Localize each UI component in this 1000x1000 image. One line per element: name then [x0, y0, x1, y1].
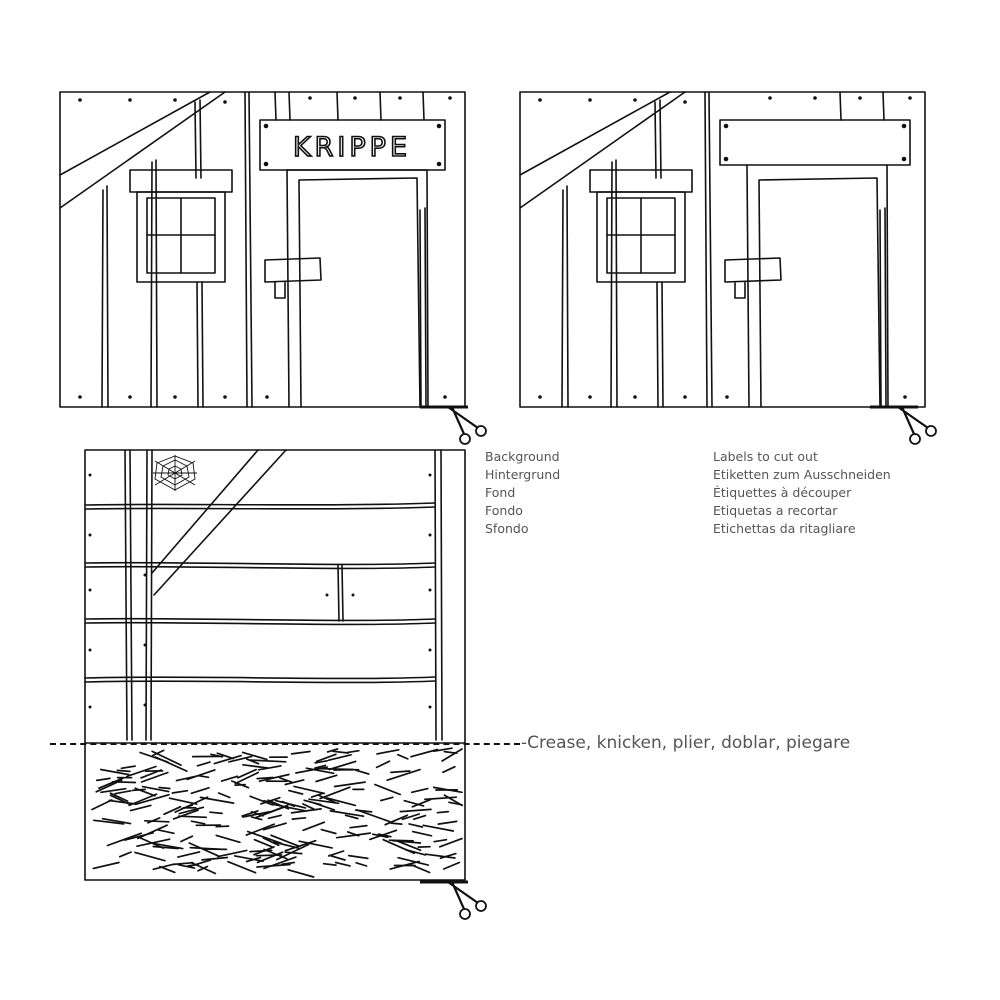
hay-stroke — [222, 776, 238, 781]
hay-stroke — [411, 750, 438, 757]
hay-stroke — [178, 852, 200, 857]
hay-stroke — [350, 826, 367, 828]
labels-caption — [713, 448, 891, 538]
hay-stroke — [191, 788, 209, 794]
hay-stroke — [398, 858, 428, 865]
hay-stroke — [276, 801, 306, 808]
window-header — [130, 170, 232, 192]
hay-stroke — [320, 769, 354, 770]
hay-stroke — [190, 848, 221, 850]
hay-stroke — [412, 789, 428, 793]
hay-stroke — [288, 870, 313, 877]
hay-stroke — [228, 862, 256, 873]
hay-stroke — [192, 821, 205, 824]
hay-stroke — [377, 750, 399, 754]
caption-line: Background — [485, 449, 560, 464]
hay-stroke — [179, 816, 207, 817]
hay-stroke — [330, 855, 345, 860]
hay-stroke — [400, 809, 431, 811]
hay-stroke — [238, 770, 256, 778]
hay-stroke — [292, 752, 310, 754]
hay-stroke — [159, 788, 170, 789]
hay-stroke — [246, 824, 274, 835]
hay-stroke — [160, 867, 175, 873]
hay-stroke — [145, 821, 169, 822]
hay-stroke — [381, 797, 393, 800]
hay-stroke — [97, 778, 110, 780]
hay-stroke — [251, 760, 286, 762]
caption-line: Fondo — [485, 503, 523, 518]
crease-label: -Crease, knicken, plier, doblar, piegare — [521, 733, 851, 753]
hay-stroke — [120, 852, 131, 857]
caption-line: Sfondo — [485, 521, 529, 536]
hay-stroke — [181, 836, 193, 841]
hay-stroke — [158, 830, 174, 833]
hay-stroke — [172, 791, 187, 793]
caption-line: Étiquettes à découper — [713, 485, 852, 500]
hay-stroke — [413, 832, 432, 836]
hay-stroke — [356, 863, 366, 866]
hay-stroke — [336, 863, 350, 866]
hay-stroke — [434, 840, 446, 842]
caption-line: Etiquetas a recortar — [713, 503, 838, 518]
hay-stroke — [282, 863, 294, 865]
hay-stroke — [423, 825, 453, 831]
hay-stroke — [414, 816, 426, 820]
hay-stroke — [391, 823, 402, 824]
hay-stroke — [437, 812, 448, 813]
stable-front-panel — [55, 90, 495, 450]
hay-stroke — [174, 863, 193, 865]
hay-stroke — [135, 852, 165, 860]
hay-stroke — [121, 766, 135, 768]
hay-stroke — [375, 785, 400, 795]
hay-stroke — [142, 773, 168, 783]
sign-text: KRIPPE — [292, 132, 412, 163]
panel-border — [520, 92, 925, 407]
spider-web-icon — [153, 455, 197, 491]
hay-stroke — [444, 863, 460, 870]
hay-stroke — [131, 805, 151, 810]
crease-line — [50, 743, 520, 745]
hay-stroke — [349, 856, 368, 859]
hay-texture — [92, 748, 462, 877]
hay-stroke — [92, 800, 112, 810]
hay-stroke — [289, 791, 303, 794]
hay-stroke — [198, 762, 211, 766]
background-caption — [485, 448, 560, 538]
hay-stroke — [258, 852, 283, 862]
hay-stroke — [216, 826, 228, 827]
caption-line: Labels to cut out — [713, 449, 818, 464]
hay-stroke — [324, 864, 336, 865]
hay-stroke — [316, 775, 337, 781]
scissors-icon — [420, 407, 486, 444]
stable-blank-panel — [515, 90, 955, 450]
hay-stroke — [335, 782, 366, 786]
hay-stroke — [210, 812, 222, 813]
hay-stroke — [391, 771, 410, 772]
hay-stroke — [333, 751, 348, 753]
hay-stroke — [219, 793, 230, 798]
hay-stroke — [443, 767, 455, 773]
hay-stroke — [93, 863, 119, 869]
hay-stroke — [321, 830, 336, 834]
blank-sign-board — [720, 120, 910, 165]
hay-stroke — [216, 835, 240, 842]
hay-stroke — [115, 791, 131, 794]
hay-stroke — [243, 765, 268, 768]
hay-stroke — [257, 778, 273, 779]
hay-stroke — [438, 821, 457, 824]
caption-line: Hintergrund — [485, 467, 561, 482]
caption-line: Etichettas da ritagliare — [713, 521, 856, 536]
scissors-icon — [870, 407, 936, 444]
hay-stroke — [356, 770, 369, 774]
hay-stroke — [285, 852, 302, 853]
caption-line: Etiketten zum Ausschneiden — [713, 467, 891, 482]
hay-stroke — [393, 841, 421, 843]
hay-stroke — [202, 858, 227, 860]
hay-stroke — [269, 815, 282, 818]
hay-stroke — [177, 776, 196, 780]
hay-stroke — [398, 755, 408, 759]
hay-stroke — [409, 824, 422, 827]
hay-stroke — [296, 767, 327, 773]
scissors-icon — [420, 882, 486, 919]
hay-stroke — [329, 851, 344, 856]
hay-stroke — [218, 850, 247, 856]
hay-stroke — [111, 795, 131, 804]
hay-stroke — [442, 749, 462, 761]
hay-stroke — [377, 761, 390, 767]
hay-stroke — [198, 776, 208, 778]
hay-stroke — [292, 818, 305, 819]
hay-stroke — [117, 770, 129, 771]
caption-line: Fond — [485, 485, 516, 500]
background-panel — [80, 445, 500, 925]
